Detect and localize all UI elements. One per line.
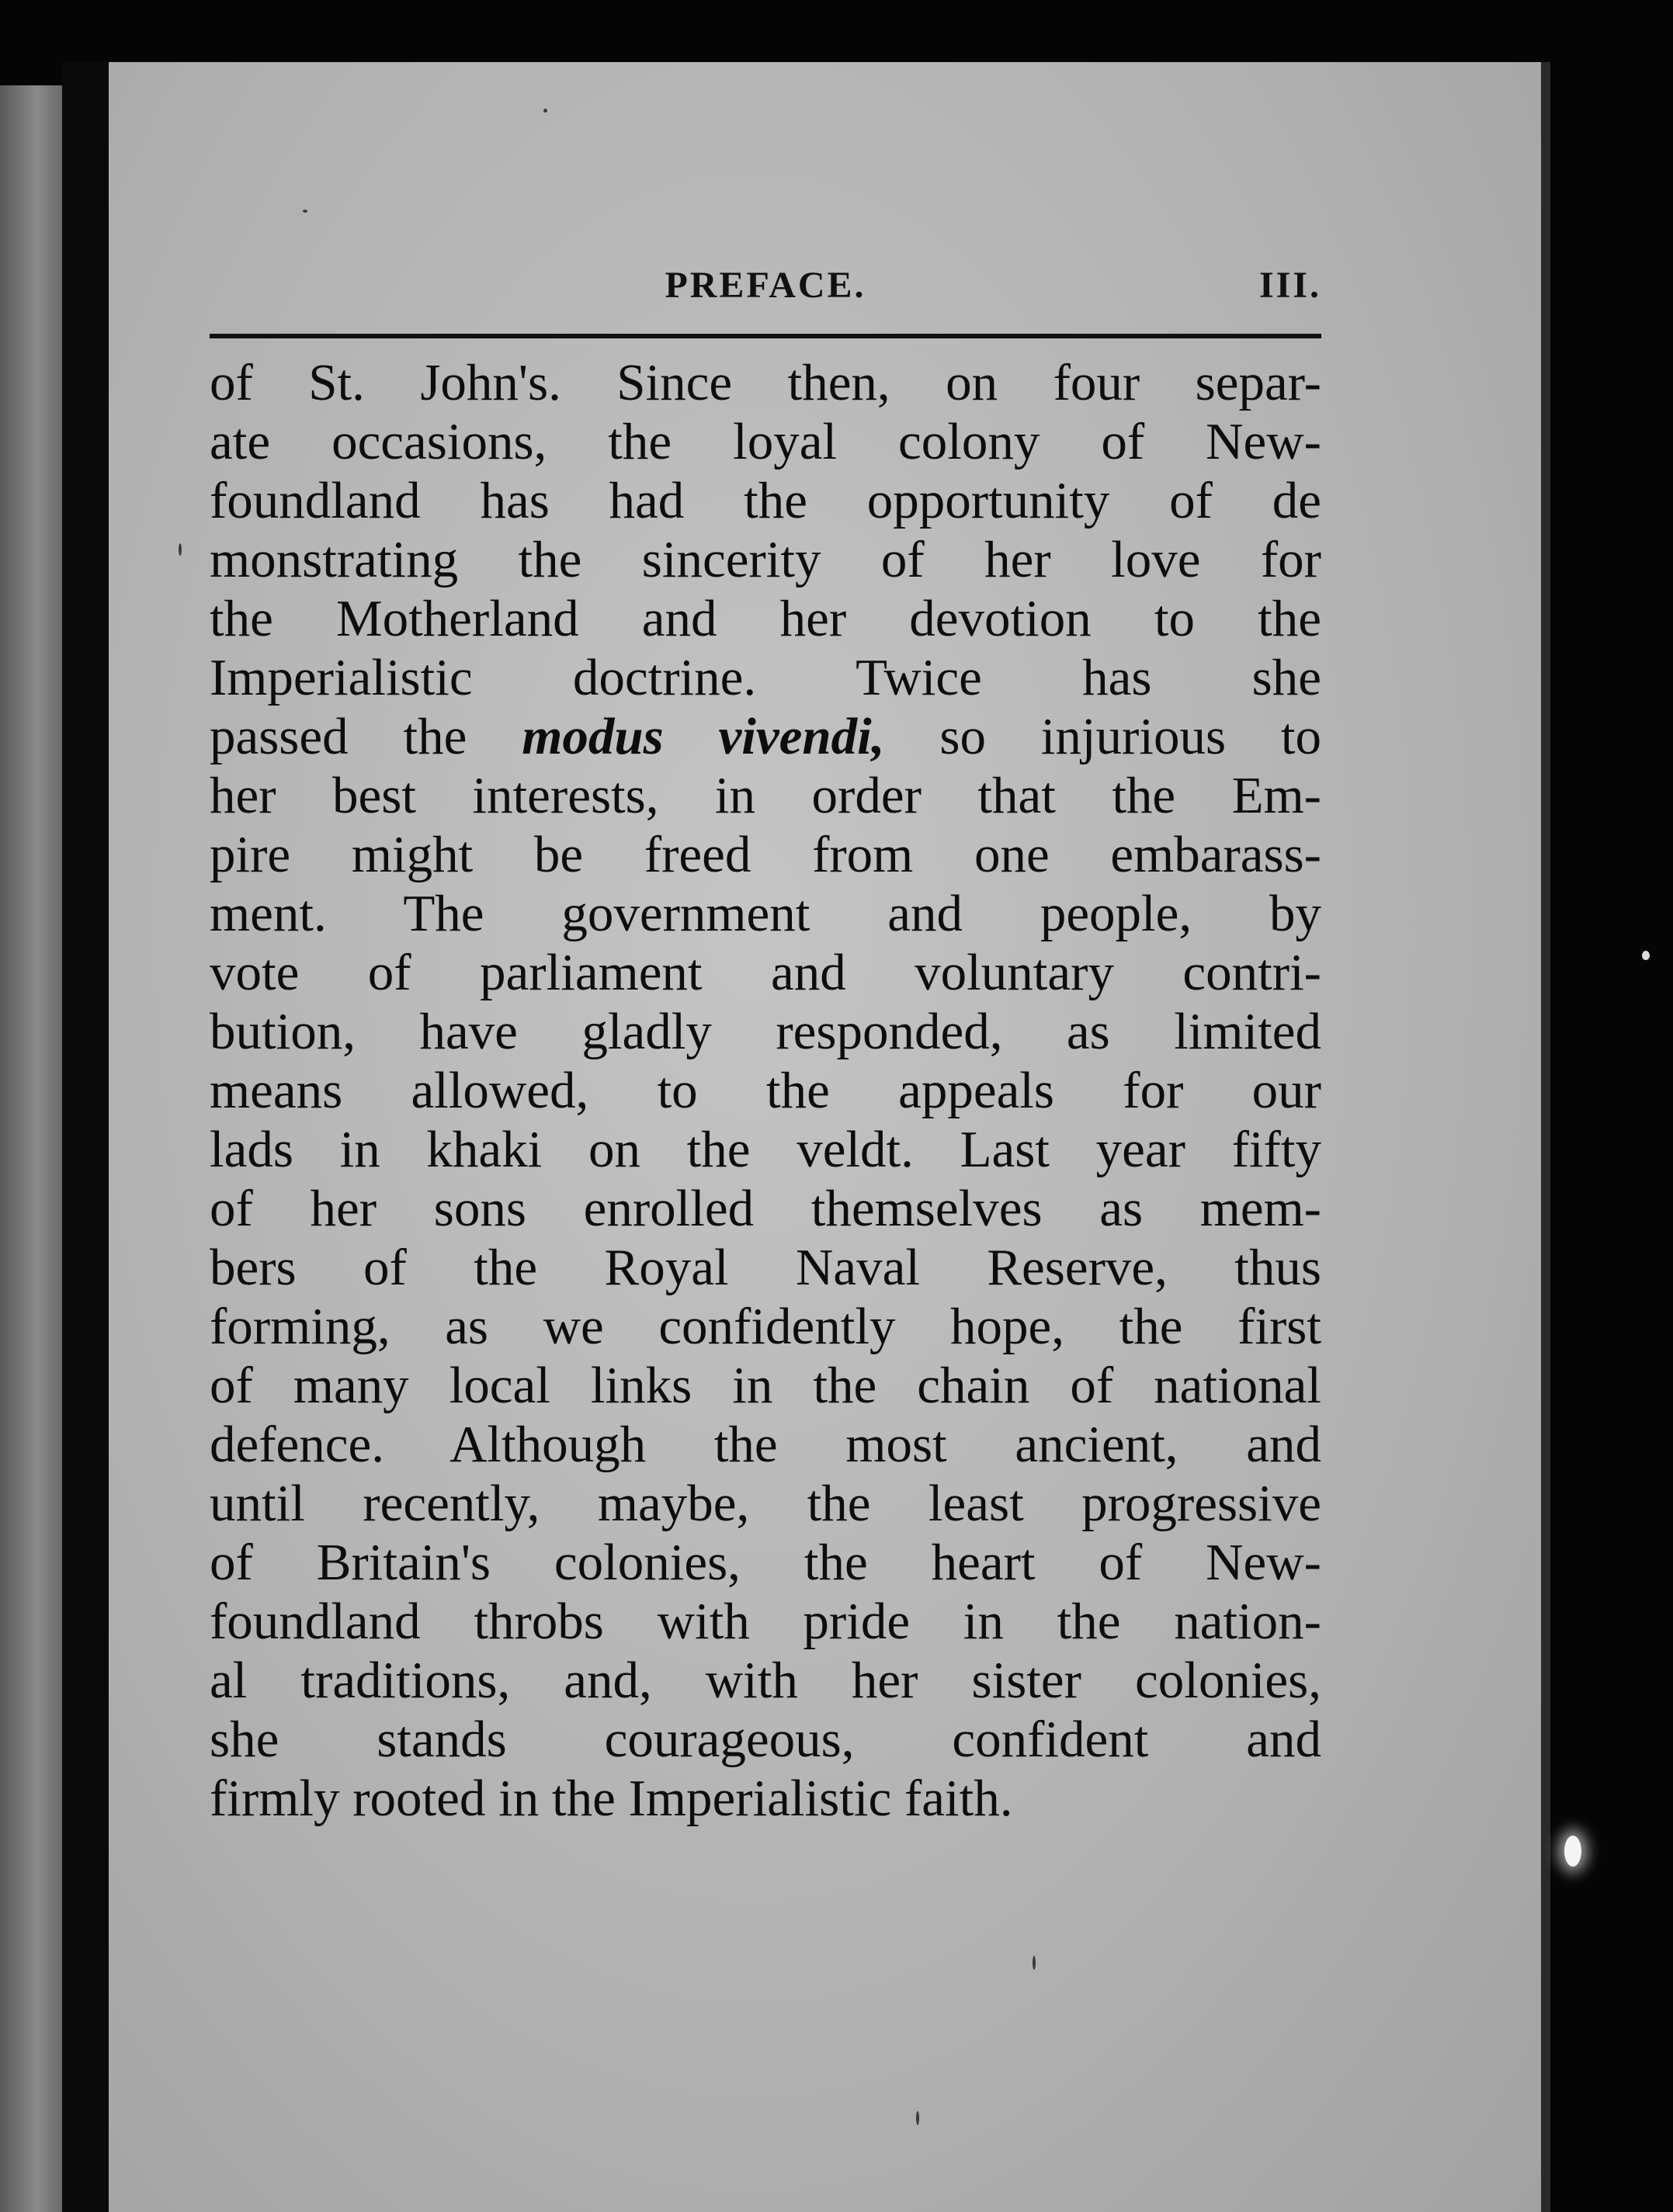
- scan-glare: [1564, 1836, 1581, 1867]
- book-spine-shadow: [62, 62, 109, 2212]
- text-line-last: firmly rooted in the Imperialistic faith.: [210, 1770, 1013, 1827]
- text-line: her best interests, in order that the Em-: [210, 767, 1321, 824]
- italic-phrase: modus vivendi,: [522, 708, 885, 765]
- text-run: so injurious to: [884, 708, 1321, 765]
- page-edge-shadow: [1541, 62, 1550, 2212]
- text-line: of Britain's colonies, the heart of New-: [210, 1534, 1321, 1591]
- text-line: until recently, maybe, the least progressive: [210, 1475, 1321, 1532]
- text-line: ment. The government and people, by: [210, 885, 1321, 942]
- text-line: al traditions, and, with her sister colonies,: [210, 1652, 1321, 1709]
- text-run: passed the: [210, 708, 522, 765]
- text-line: means allowed, to the appeals for our: [210, 1062, 1321, 1119]
- text-line: pire might be freed from one embarass-: [210, 826, 1321, 883]
- text-line: forming, as we confidently hope, the first: [210, 1298, 1321, 1355]
- dust-speck: [1033, 1956, 1036, 1970]
- body-text: [210, 353, 1321, 1828]
- text-line-with-italic: [210, 707, 1321, 766]
- text-line: foundland throbs with pride in the nation-: [210, 1593, 1321, 1650]
- text-line: bution, have gladly responded, as limited: [210, 1003, 1321, 1060]
- text-line: vote of parliament and voluntary contri-: [210, 944, 1321, 1001]
- dust-speck: [916, 2111, 919, 2125]
- page-number: III.: [1258, 265, 1321, 306]
- text-line: of many local links in the chain of national: [210, 1357, 1321, 1414]
- dust-speck: [1642, 951, 1650, 960]
- text-line: Imperialistic doctrine. Twice has she: [210, 649, 1321, 706]
- dust-speck: [179, 543, 182, 556]
- text-line: lads in khaki on the veldt. Last year fifty: [210, 1121, 1321, 1178]
- text-line: defence. Although the most ancient, and: [210, 1416, 1321, 1473]
- text-line: of St. John's. Since then, on four separ-: [210, 354, 1321, 411]
- text-line: foundland has had the opportunity of de: [210, 472, 1321, 529]
- text-line: she stands courageous, confident and: [210, 1711, 1321, 1768]
- text-line: ate occasions, the loyal colony of New-: [210, 413, 1321, 470]
- text-line: the Motherland and her devotion to the: [210, 590, 1321, 647]
- text-line: bers of the Royal Naval Reserve, thus: [210, 1239, 1321, 1296]
- dust-speck: [543, 109, 547, 113]
- running-head: [210, 210, 1321, 310]
- text-line: monstrating the sincerity of her love for: [210, 531, 1321, 588]
- running-head-title: PREFACE.: [665, 265, 866, 306]
- header-rule: [210, 334, 1321, 338]
- adjacent-page-strip: [0, 85, 62, 2212]
- text-line: of her sons enrolled themselves as mem-: [210, 1180, 1321, 1237]
